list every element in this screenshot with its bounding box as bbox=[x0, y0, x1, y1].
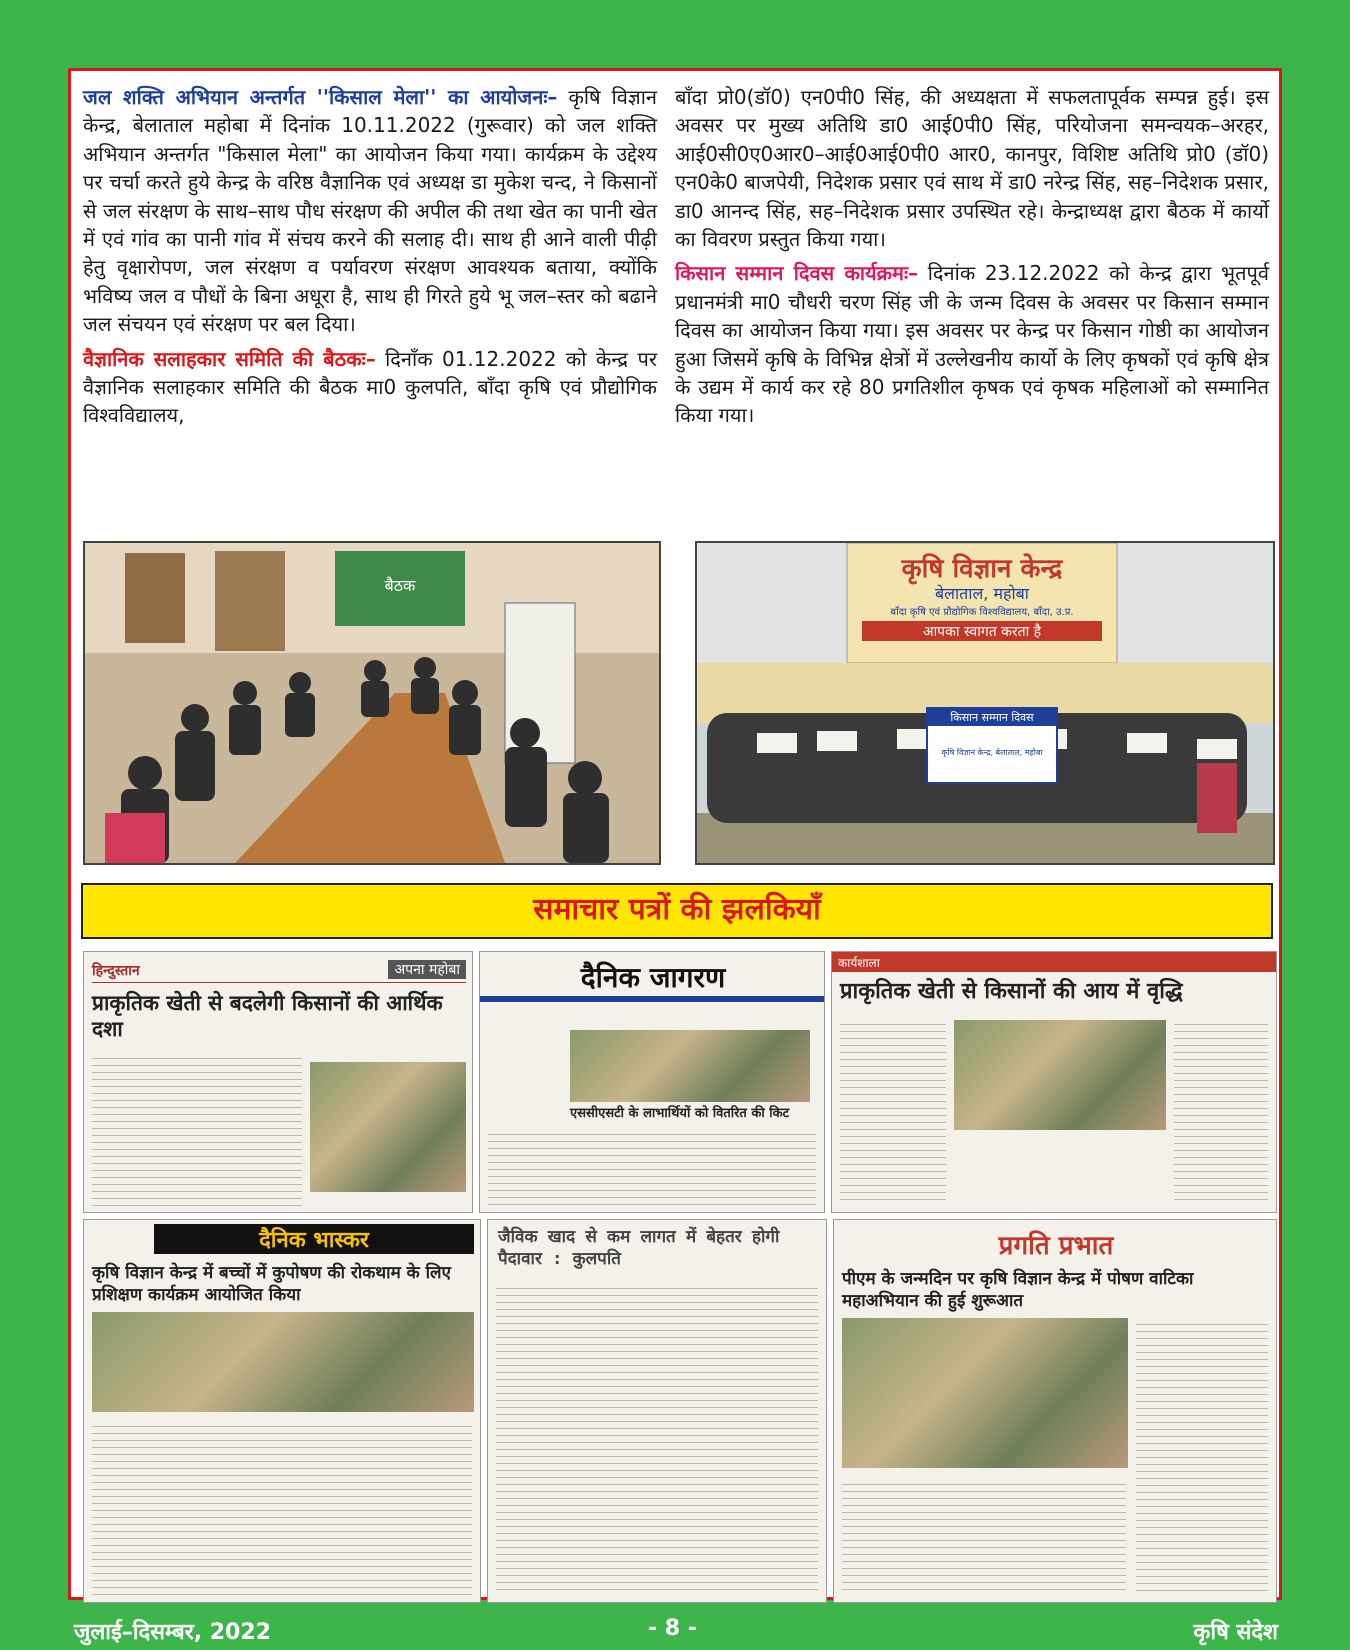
page-footer bbox=[0, 1614, 1350, 1650]
kisan-samman-photo-image bbox=[697, 543, 1273, 863]
clipping-dainik-bhaskar bbox=[83, 1219, 481, 1603]
samman-banner-subtitle: कृषि विज्ञान केन्द्र, बेलाताल, महोबा bbox=[941, 748, 1043, 757]
right-column bbox=[675, 83, 1269, 436]
footer-magazine-name: कृषि संदेश bbox=[1193, 1620, 1278, 1645]
clipping-karyashala-text-left bbox=[840, 1018, 946, 1206]
left-column bbox=[83, 83, 657, 436]
body-kisan-mela: कृषि विज्ञान केन्द्र, बेलाताल महोबा में दिनांक 10.11.2022 (गुरूवार) को जल शक्ति अभियान अन्तर्गत "किसाल मेला" का आयोजन किया गया। कार्यक्रम के उद्देश्य पर चर्चा करते हुये केन्द्र के वरिष्ठ वैज्ञानिक एवं अध्यक्ष डा मुकेश चन्द, ने किसानों से जल संरक्षण के साथ–साथ पौध संरक्षण की अपील की तथा खेत का पानी खेत में एवं गांव का पानी गांव में संचय करने की सलाह दी। साथ ही आने वाली पीढ़ी हेतु वृक्षारोपण, जल संरक्षण व पर्यावरण संरक्षण आवश्यक बताया, क्योंकि भविष्य जल व पौधों के बिना अधूरा है, साथ ही गिरते हुये भू जल–स्तर को बढाने जल संचयन एवं संरक्षण पर बल दिया। bbox=[83, 85, 658, 337]
article-kisan-samman bbox=[675, 259, 1269, 429]
heading-kisan-mela: जल शक्ति अभियान अन्तर्गत ''किसाल मेला'' का आयोजनः– bbox=[83, 85, 558, 109]
kvk-sign-university: बाँदा कृषि एवं प्रौद्योगिक विश्वविद्यालय, बाँदा, उ.प्र. bbox=[890, 607, 1074, 618]
meeting-photo bbox=[83, 541, 661, 865]
clipping-pragati-prabhat bbox=[833, 1219, 1277, 1603]
clipping-hindustan-headline: प्राकृतिक खेती से बदलेगी किसानों की आर्थिक दशा bbox=[92, 991, 443, 1041]
kvk-sign-welcome: आपका स्वागत करता है bbox=[922, 624, 1042, 640]
clipping-jaivik-headline: जैविक खाद से कम लागत में बेहतर होगी पैदावार : कुलपति bbox=[498, 1227, 780, 1269]
clipping-pragati-text-bottom bbox=[842, 1478, 1126, 1596]
clipping-hindustan-tag: अपना महोबा bbox=[388, 960, 466, 979]
heading-advisory-meeting: वैज्ञानिक सलाहकार समिति की बैठकः– bbox=[83, 346, 376, 371]
kvk-sign-title: कृषि विज्ञान केन्द्र bbox=[901, 554, 1063, 584]
clipping-jaivik-khad bbox=[487, 1219, 827, 1603]
clipping-jagran-masthead: दैनिक जागरण bbox=[580, 961, 726, 994]
clipping-jaivik-text bbox=[496, 1282, 818, 1596]
news-clippings-title: समाचार पत्रों की झलकियाँ bbox=[533, 892, 821, 927]
footer-issue-date: जुलाई–दिसम्बर, 2022 bbox=[74, 1620, 271, 1645]
clipping-pragati-photo bbox=[842, 1318, 1128, 1468]
news-clippings-banner bbox=[81, 883, 1273, 939]
clipping-pragati-text-right bbox=[1136, 1318, 1268, 1596]
clipping-bhaskar-headline: कृषि विज्ञान केन्द्र में बच्चों में कुपोषण की रोकथाम के लिए प्रशिक्षण कार्यक्रम आयोजित किया bbox=[92, 1263, 451, 1305]
body-advisory-meeting: दिनाँक 01.12.2022 को केन्द्र पर वैज्ञानिक सलाहकार समिति की बैठक मा0 कुलपति, बाँदा कृषि एवं प्रौद्योगिक विश्वविद्यालय, bbox=[83, 346, 658, 428]
samman-banner-title: किसान सम्मान दिवस bbox=[950, 711, 1034, 724]
article-advisory-meeting bbox=[83, 345, 657, 430]
clipping-karyashala-masthead: कार्यशाला bbox=[838, 956, 880, 970]
clipping-bhaskar-photo bbox=[92, 1312, 474, 1412]
clipping-hindustan bbox=[83, 951, 473, 1213]
body-kisan-samman: दिनांक 23.12.2022 को केन्द्र द्वारा भूतपूर्व प्रधानमंत्री मा0 चौधरी चरण सिंह जी के जन्म दिवस के अवसर पर किसान सम्मान दिवस का आयोजन किया गया। इस अवसर पर केन्द्र पर किसान गोष्ठी का आयोजन हुआ जिसमें कृषि के विभिन्न क्षेत्रों में उल्लेखनीय कार्यो के लिए कृषकों एवं कृषि क्षेत्र के उद्यम में कार्य कर रहे 80 प्रगतिशील कृषक एवं कृषक महिलाओं को सम्मानित किया गया। bbox=[675, 261, 1270, 428]
footer-page-number: - 8 - bbox=[648, 1616, 697, 1641]
clipping-jagran-headline: एससीएसटी के लाभार्थियों को वितरित की किट bbox=[570, 1106, 790, 1121]
kisan-samman-photo bbox=[695, 541, 1275, 865]
meeting-banner-text: बैठक bbox=[384, 576, 416, 595]
clipping-hindustan-text bbox=[92, 1052, 302, 1206]
clipping-pragati-masthead: प्रगति प्रभात bbox=[998, 1231, 1114, 1261]
clipping-jagran-text bbox=[488, 1128, 816, 1206]
clipping-bhaskar-text bbox=[92, 1420, 472, 1596]
article-advisory-continued bbox=[675, 83, 1269, 253]
kvk-sign-subtitle: बेलाताल, महोबा bbox=[935, 584, 1029, 603]
body-advisory-continued: बाँदा प्रो0(डॉ0) एन0पी0 सिंह, की अध्यक्षता में सफलतापूर्वक सम्पन्न हुई। इस अवसर पर मुख्य अतिथि डा0 आई0पी0 सिंह, परियोजना समन्वयक–अरहर, आई0सी0ए0आर0–आई0आई0पी0 आर0, कानपुर, विशिष्ट अतिथि प्रो0 (डॉ0) एन0के0 बाजपेयी, निदेशक प्रसार एवं साथ में डा0 नरेन्द्र सिंह, सह–निदेशक प्रसार, डा0 आनन्द सिंह, सह–निदेशक प्रसार उपस्थित रहे। केन्द्राध्यक्ष द्वारा बैठक में कार्यो का विवरण प्रस्तुत किया गया। bbox=[675, 85, 1269, 252]
clipping-bhaskar-masthead: दैनिक भास्कर bbox=[259, 1228, 369, 1253]
clipping-karyashala-text-right bbox=[1174, 1018, 1268, 1206]
clipping-hindustan-photo bbox=[310, 1062, 466, 1192]
clipping-hindustan-masthead: हिन्दुस्तान bbox=[92, 963, 140, 979]
clipping-karyashala bbox=[831, 951, 1277, 1213]
clipping-karyashala-photo bbox=[954, 1020, 1166, 1130]
clipping-karyashala-headline: प्राकृतिक खेती से किसानों की आय में वृद्धि bbox=[840, 979, 1183, 1004]
clipping-pragati-headline: पीएम के जन्मदिन पर कृषि विज्ञान केन्द्र में पोषण वाटिका महाअभियान की हुई शुरूआत bbox=[842, 1269, 1194, 1311]
article-kisan-mela bbox=[83, 83, 657, 339]
heading-kisan-samman: किसान सम्मान दिवस कार्यक्रमः– bbox=[675, 261, 919, 286]
page-sheet bbox=[68, 68, 1282, 1600]
clipping-jagran-photo bbox=[570, 1030, 810, 1102]
meeting-photo-image bbox=[85, 543, 659, 863]
clipping-dainik-jagran bbox=[479, 951, 825, 1213]
